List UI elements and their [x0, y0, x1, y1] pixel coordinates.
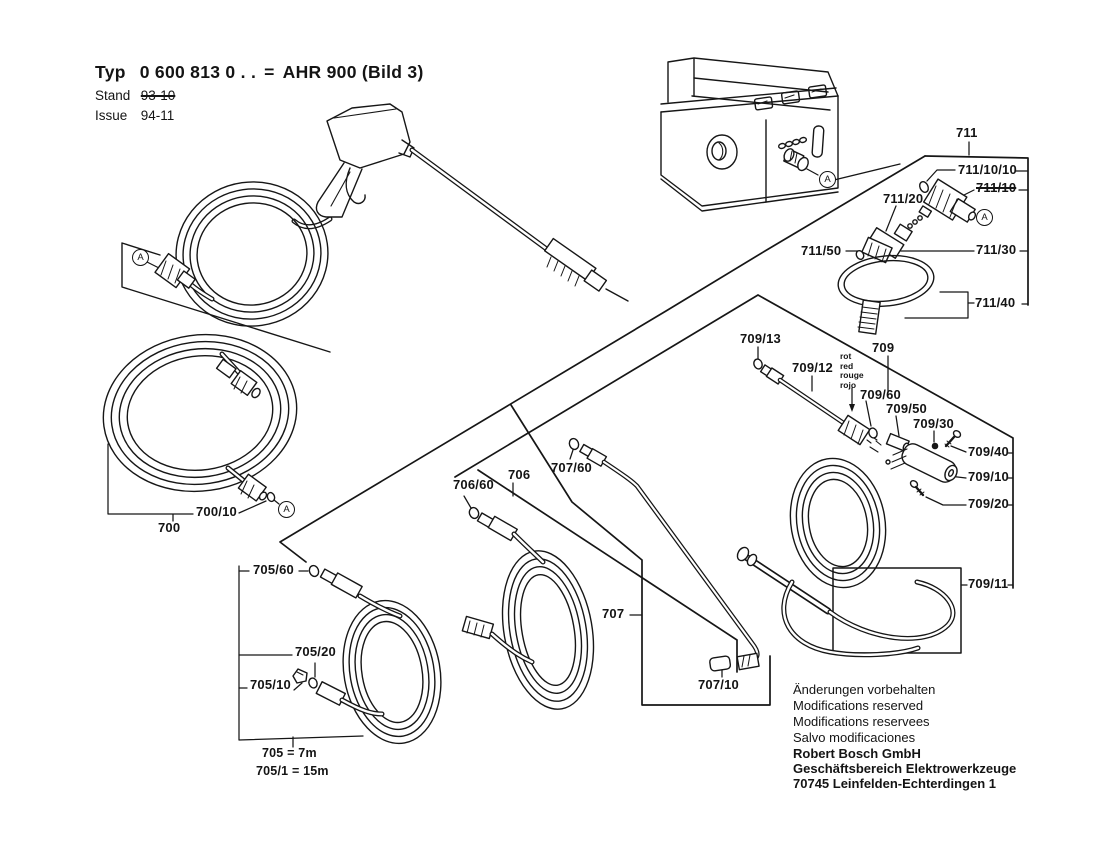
color-note-arrowhead [849, 404, 855, 412]
part-label-706: 706 [508, 467, 531, 482]
part-label-709-10: 709/10 [968, 469, 1009, 484]
screw-709-20 [909, 479, 924, 495]
stand-line: Stand 93-10 [95, 88, 176, 103]
hose-700 [93, 322, 307, 503]
part-label-709-13: 709/13 [740, 331, 781, 346]
part-label-709-60: 709/60 [860, 387, 901, 402]
part-label-705-10: 705/10 [250, 677, 291, 692]
part-label-711-20: 711/20 [883, 191, 924, 206]
marker-a-machine: A [819, 171, 836, 188]
part-label-711-40: 711/40 [975, 295, 1016, 310]
spray-gun [316, 104, 628, 301]
footer-line-en: Modifications reserved [793, 698, 924, 713]
hose-706 [462, 506, 605, 716]
marker-a-711: A [976, 209, 993, 226]
footer-division: Geschäftsbereich Elektrowerkzeuge [793, 761, 1017, 776]
pressure-washer-unit [661, 58, 838, 211]
part-label-700: 700 [158, 520, 181, 535]
part-label-705-60: 705/60 [253, 562, 294, 577]
type-code: 0 600 813 0 . . [139, 62, 257, 82]
title-block [95, 62, 424, 123]
part-label-706-60: 706/60 [453, 477, 494, 492]
footer-line-es: Salvo modificaciones [793, 730, 916, 745]
footer-line-fr: Modifications reservees [793, 714, 930, 729]
part-label-709-40: 709/40 [968, 444, 1009, 459]
part-label-709: 709 [872, 340, 895, 355]
part-label-707-60: 707/60 [551, 460, 592, 475]
issue-line: Issue 94-11 [95, 108, 175, 123]
machine-outlet-fitting [782, 147, 810, 172]
marker-a-700: A [278, 501, 295, 518]
screw-709-40 [945, 429, 962, 447]
marker-a-plate: A [132, 249, 149, 266]
part-label-709-11: 709/11 [968, 576, 1009, 591]
color-note: rot red rouge rojo [840, 351, 864, 390]
typ-label: Typ [95, 62, 126, 82]
part-label-711-10: 711/10 [976, 180, 1017, 195]
part-label-707: 707 [602, 606, 625, 621]
part-label-705-20: 705/20 [295, 644, 336, 659]
part-label-707-10: 707/10 [698, 677, 739, 692]
part-label-709-30: 709/30 [913, 416, 954, 431]
part-label-711-10-10: 711/10/10 [958, 162, 1017, 177]
part-label-705-1-length: 705/1 = 15m [256, 764, 329, 778]
hose-709-11 [735, 451, 953, 655]
gun-hose-coil [155, 172, 337, 336]
part-label-711: 711 [956, 125, 978, 140]
part-label-709-50: 709/50 [886, 401, 927, 416]
part-label-711-50: 711/50 [801, 243, 842, 258]
part-label-700-10: 700/10 [196, 504, 237, 519]
footer-line-de: Änderungen vorbehalten [793, 682, 936, 697]
footer-block [793, 682, 1016, 791]
part-label-709-12: 709/12 [792, 360, 833, 375]
part-label-705-length: 705 = 7m [262, 746, 317, 760]
footer-address: 70745 Leinfelden-Echterdingen 1 [793, 776, 997, 791]
part-label-709-20: 709/20 [968, 496, 1009, 511]
footer-company: Robert Bosch GmbH [793, 746, 921, 761]
part-label-711-30: 711/30 [976, 242, 1017, 257]
stand-value: 93-10 [140, 88, 176, 103]
model-name: AHR 900 (Bild 3) [282, 62, 424, 82]
issue-value: 94-11 [140, 108, 175, 123]
page-title: Typ 0 600 813 0 . . = AHR 900 (Bild 3) [95, 62, 424, 82]
